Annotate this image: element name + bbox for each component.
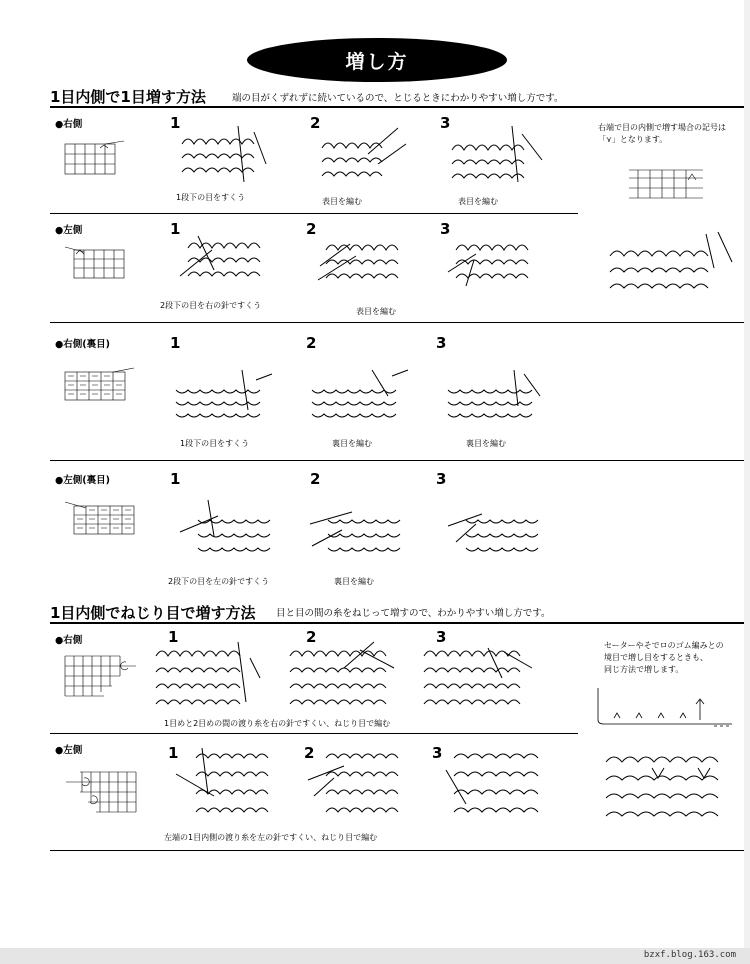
- stitch-chart: [64, 768, 138, 818]
- knitting-illustration: [316, 230, 408, 292]
- page-title: 増し方: [247, 38, 507, 82]
- step-caption: 1段下の目をすくう: [180, 439, 250, 448]
- step-number: 3: [440, 220, 451, 238]
- knitting-illustration: [602, 748, 738, 832]
- stitch-chart: [64, 140, 126, 176]
- step-caption: 1目めと2目めの間の渡り糸を右の針ですくい、ねじり目で編む: [164, 719, 391, 728]
- side-note-line: セーターやそでロのゴム編みとの: [604, 641, 724, 650]
- row-divider: [50, 213, 578, 214]
- step-number: 3: [432, 744, 443, 762]
- step-caption: 表目を編む: [458, 197, 498, 206]
- section1-description: 端の目がくずれずに続いているので、とじるときにわかりやすい増し方です。: [232, 93, 564, 104]
- step-caption: 2段下の目を左の針ですくう: [168, 577, 270, 586]
- stitch-chart: [64, 246, 126, 280]
- row-divider: [50, 733, 578, 734]
- knitting-illustration: [284, 638, 408, 714]
- knitting-illustration: [150, 638, 262, 714]
- knitting-illustration: [606, 228, 736, 300]
- knitting-illustration: [308, 366, 412, 422]
- side-note-line: 境目で増し目をするときも、: [604, 653, 708, 662]
- side-note-line: 右端で目の内側で増す場合の記号は: [598, 123, 726, 132]
- row-label: ●左側: [55, 225, 83, 236]
- row-label: ●左側(裏目): [55, 475, 110, 486]
- footer-watermark: bzxf.blog.163.com: [643, 950, 736, 960]
- knitting-illustration: [446, 230, 538, 292]
- step-caption: 裏目を編む: [466, 439, 506, 448]
- knitting-illustration: [444, 366, 548, 422]
- knitting-illustration: [304, 744, 404, 824]
- step-caption: 裏目を編む: [332, 439, 372, 448]
- knitting-illustration: [318, 124, 408, 186]
- knitting-illustration: [172, 366, 276, 422]
- knitting-illustration: [174, 744, 274, 824]
- knitting-illustration: [440, 744, 540, 824]
- step-number: 3: [436, 628, 447, 646]
- row-label: ●右側(裏目): [55, 339, 110, 350]
- stitch-chart: [64, 652, 138, 700]
- footer-bar: [0, 948, 750, 964]
- knitting-illustration: [448, 124, 548, 186]
- step-caption: 表目を編む: [356, 307, 396, 316]
- step-number: 2: [310, 470, 321, 488]
- row-divider: [50, 322, 744, 323]
- side-note-line: 同じ方法で増します。: [604, 665, 684, 674]
- knitting-illustration: [446, 496, 546, 562]
- step-number: 2: [306, 220, 317, 238]
- scan-edge: [744, 0, 750, 948]
- side-note-line: 「⋎」となります。: [598, 135, 668, 144]
- step-number: 2: [304, 744, 315, 762]
- step-number: 1: [170, 220, 181, 238]
- step-caption: 表目を編む: [322, 197, 362, 206]
- step-number: 1: [170, 334, 181, 352]
- step-caption: 左端の1目内側の渡り糸を左の針ですくい、ねじり目で編む: [164, 833, 378, 842]
- step-caption: 裏目を編む: [334, 577, 374, 586]
- section2-heading: 1目内側でねじり目で増す方法: [50, 604, 256, 622]
- row-label: ●右側: [55, 635, 83, 646]
- step-caption: 2段下の目を右の針ですくう: [160, 301, 262, 310]
- knitting-illustration: [308, 496, 408, 562]
- step-caption: 1段下の目をすくう: [176, 193, 246, 202]
- knitting-illustration: [178, 124, 268, 186]
- knitting-illustration: [418, 638, 542, 714]
- stitch-chart: [64, 366, 136, 402]
- step-number: 3: [440, 114, 451, 132]
- step-number: 2: [306, 334, 317, 352]
- step-number: 1: [170, 470, 181, 488]
- section1-rule: [50, 106, 744, 108]
- step-number: 1: [170, 114, 181, 132]
- step-number: 1: [168, 628, 179, 646]
- step-number: 2: [306, 628, 317, 646]
- section2-bottom-rule: [50, 850, 744, 851]
- section2-description: 目と目の間の糸をねじって増すので、わかりやすい増し方です。: [276, 608, 551, 619]
- step-number: 2: [310, 114, 321, 132]
- step-number: 3: [436, 334, 447, 352]
- section1-heading: 1目内側で1目増す方法: [50, 88, 206, 106]
- stitch-chart: [628, 168, 704, 200]
- sweater-hem-diagram: [596, 686, 736, 742]
- knitting-illustration: [178, 230, 270, 292]
- stitch-chart: [64, 500, 136, 536]
- row-label: ●左側: [55, 745, 83, 756]
- section2-rule: [50, 622, 744, 624]
- knitting-illustration: [178, 496, 278, 562]
- step-number: 3: [436, 470, 447, 488]
- row-label: ●右側: [55, 119, 83, 130]
- row-divider: [50, 460, 744, 461]
- step-number: 1: [168, 744, 179, 762]
